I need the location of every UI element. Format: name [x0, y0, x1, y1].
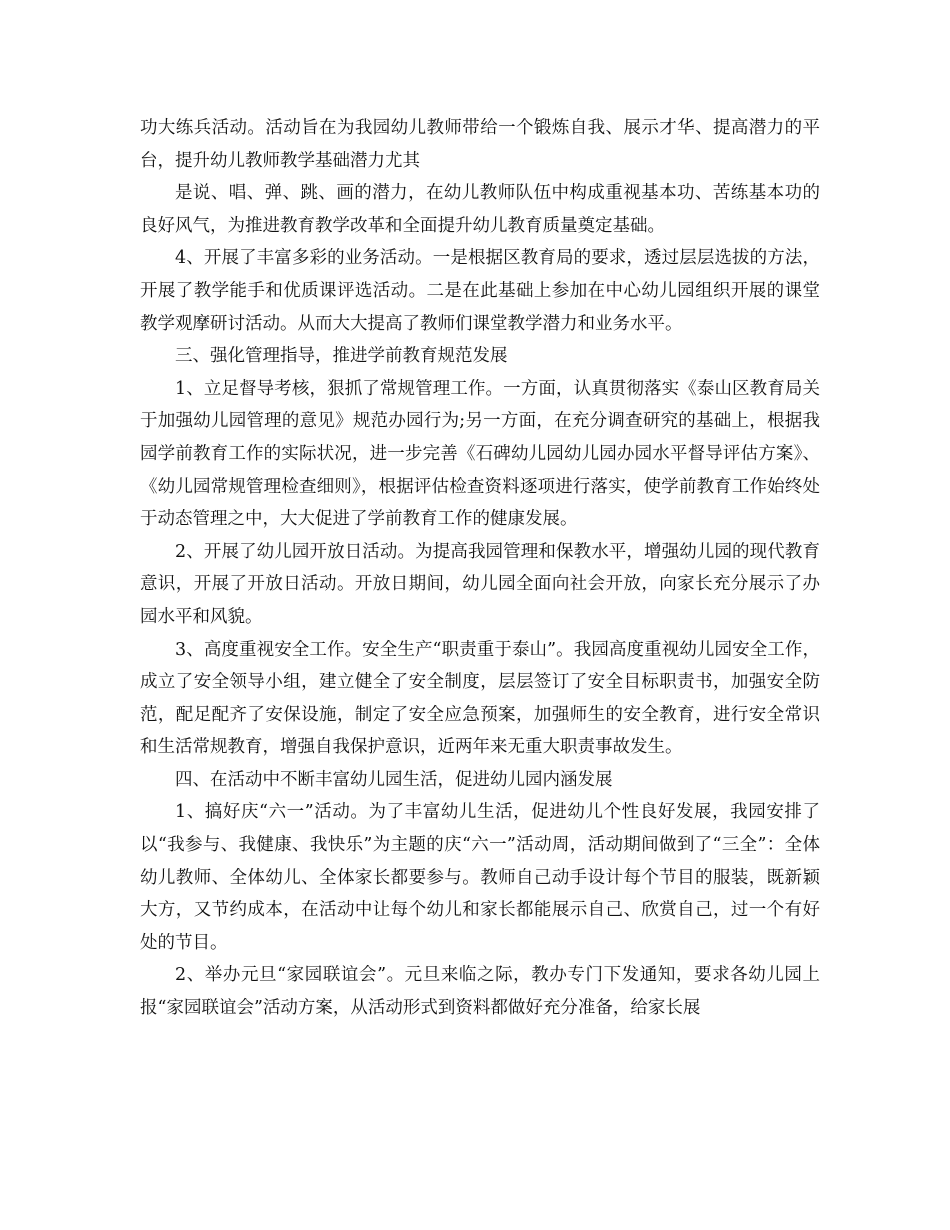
paragraph-1: 功大练兵活动。活动旨在为我园幼儿教师带给一个锻炼自我、展示才华、提高潜力的平台，提升幼儿教师教学基础潜力尤其: [140, 118, 820, 171]
paragraph-5: 1、立足督导考核，狠抓了常规管理工作。一方面，认真贯彻落实《泰山区教育局关于加强幼儿园管理的意见》规范办园行为;另一方面，在充分调查研究的基础上，根据我园学前教育工作的实际状况，进一步完善《石碑幼儿园幼儿园办园水平督导评估方案》、《幼儿园常规管理检查细则》，根据评估检查资料逐项进行落实，使学前教育工作始终处于动态管理之中，大大促进了学前教育工作的健康发展。: [140, 378, 820, 530]
section-heading-3: 三、强化管理指导，推进学前教育规范发展: [175, 346, 508, 367]
document-body: [140, 112, 820, 1025]
paragraph-10: 2、举办元旦“家园联谊会”。元旦来临之际，教办专门下发通知，要求各幼儿园上报“家园联谊会”活动方案，从活动形式到资料都做好充分准备，给家长展: [140, 965, 820, 1019]
paragraph-9: 1、搞好庆“六一”活动。为了丰富幼儿生活，促进幼儿个性良好发展，我园安排了以“我参与、我健康、我快乐”为主题的庆“六一”活动周，活动期间做到了“三全”：全体幼儿教师、全体幼儿、全体家长都要参与。教师自己动手设计每个节目的服装，既新颖大方，又节约成本，在活动中让每个幼儿和家长都能展示自己、欣赏自己，过一个有好处的节目。: [140, 802, 820, 953]
paragraph-7: 3、高度重视安全工作。安全生产“职责重于泰山”。我园高度重视幼儿园安全工作，成立了安全领导小组，建立健全了安全制度，层层签订了安全目标职责书，加强安全防范，配足配齐了安保设施，制定了安全应急预案，加强师生的安全教育，进行安全常识和生活常规教育，增强自我保护意识，近两年来无重大职责事故发生。: [140, 639, 820, 758]
paragraph-6: 2、开展了幼儿园开放日活动。为提高我园管理和保教水平，增强幼儿园的现代教育意识，开展了开放日活动。开放日期间，幼儿园全面向社会开放，向家长充分展示了办园水平和风貌。: [140, 541, 820, 627]
paragraph-3: 4、开展了丰富多彩的业务活动。一是根据区教育局的要求，透过层层选拔的方法，开展了教学能手和优质课评选活动。二是在此基础上参加在中心幼儿园组织开展的课堂教学观摩研讨活动。从而大大提高了教师们课堂教学潜力和业务水平。: [140, 248, 820, 334]
paragraph-2: 是说、唱、弹、跳、画的潜力，在幼儿教师队伍中构成重视基本功、苦练基本功的良好风气，为推进教育教学改革和全面提升幼儿教育质量奠定基础。: [140, 183, 820, 236]
section-heading-4: 四、在活动中不断丰富幼儿园生活，促进幼儿园内涵发展: [175, 769, 613, 790]
